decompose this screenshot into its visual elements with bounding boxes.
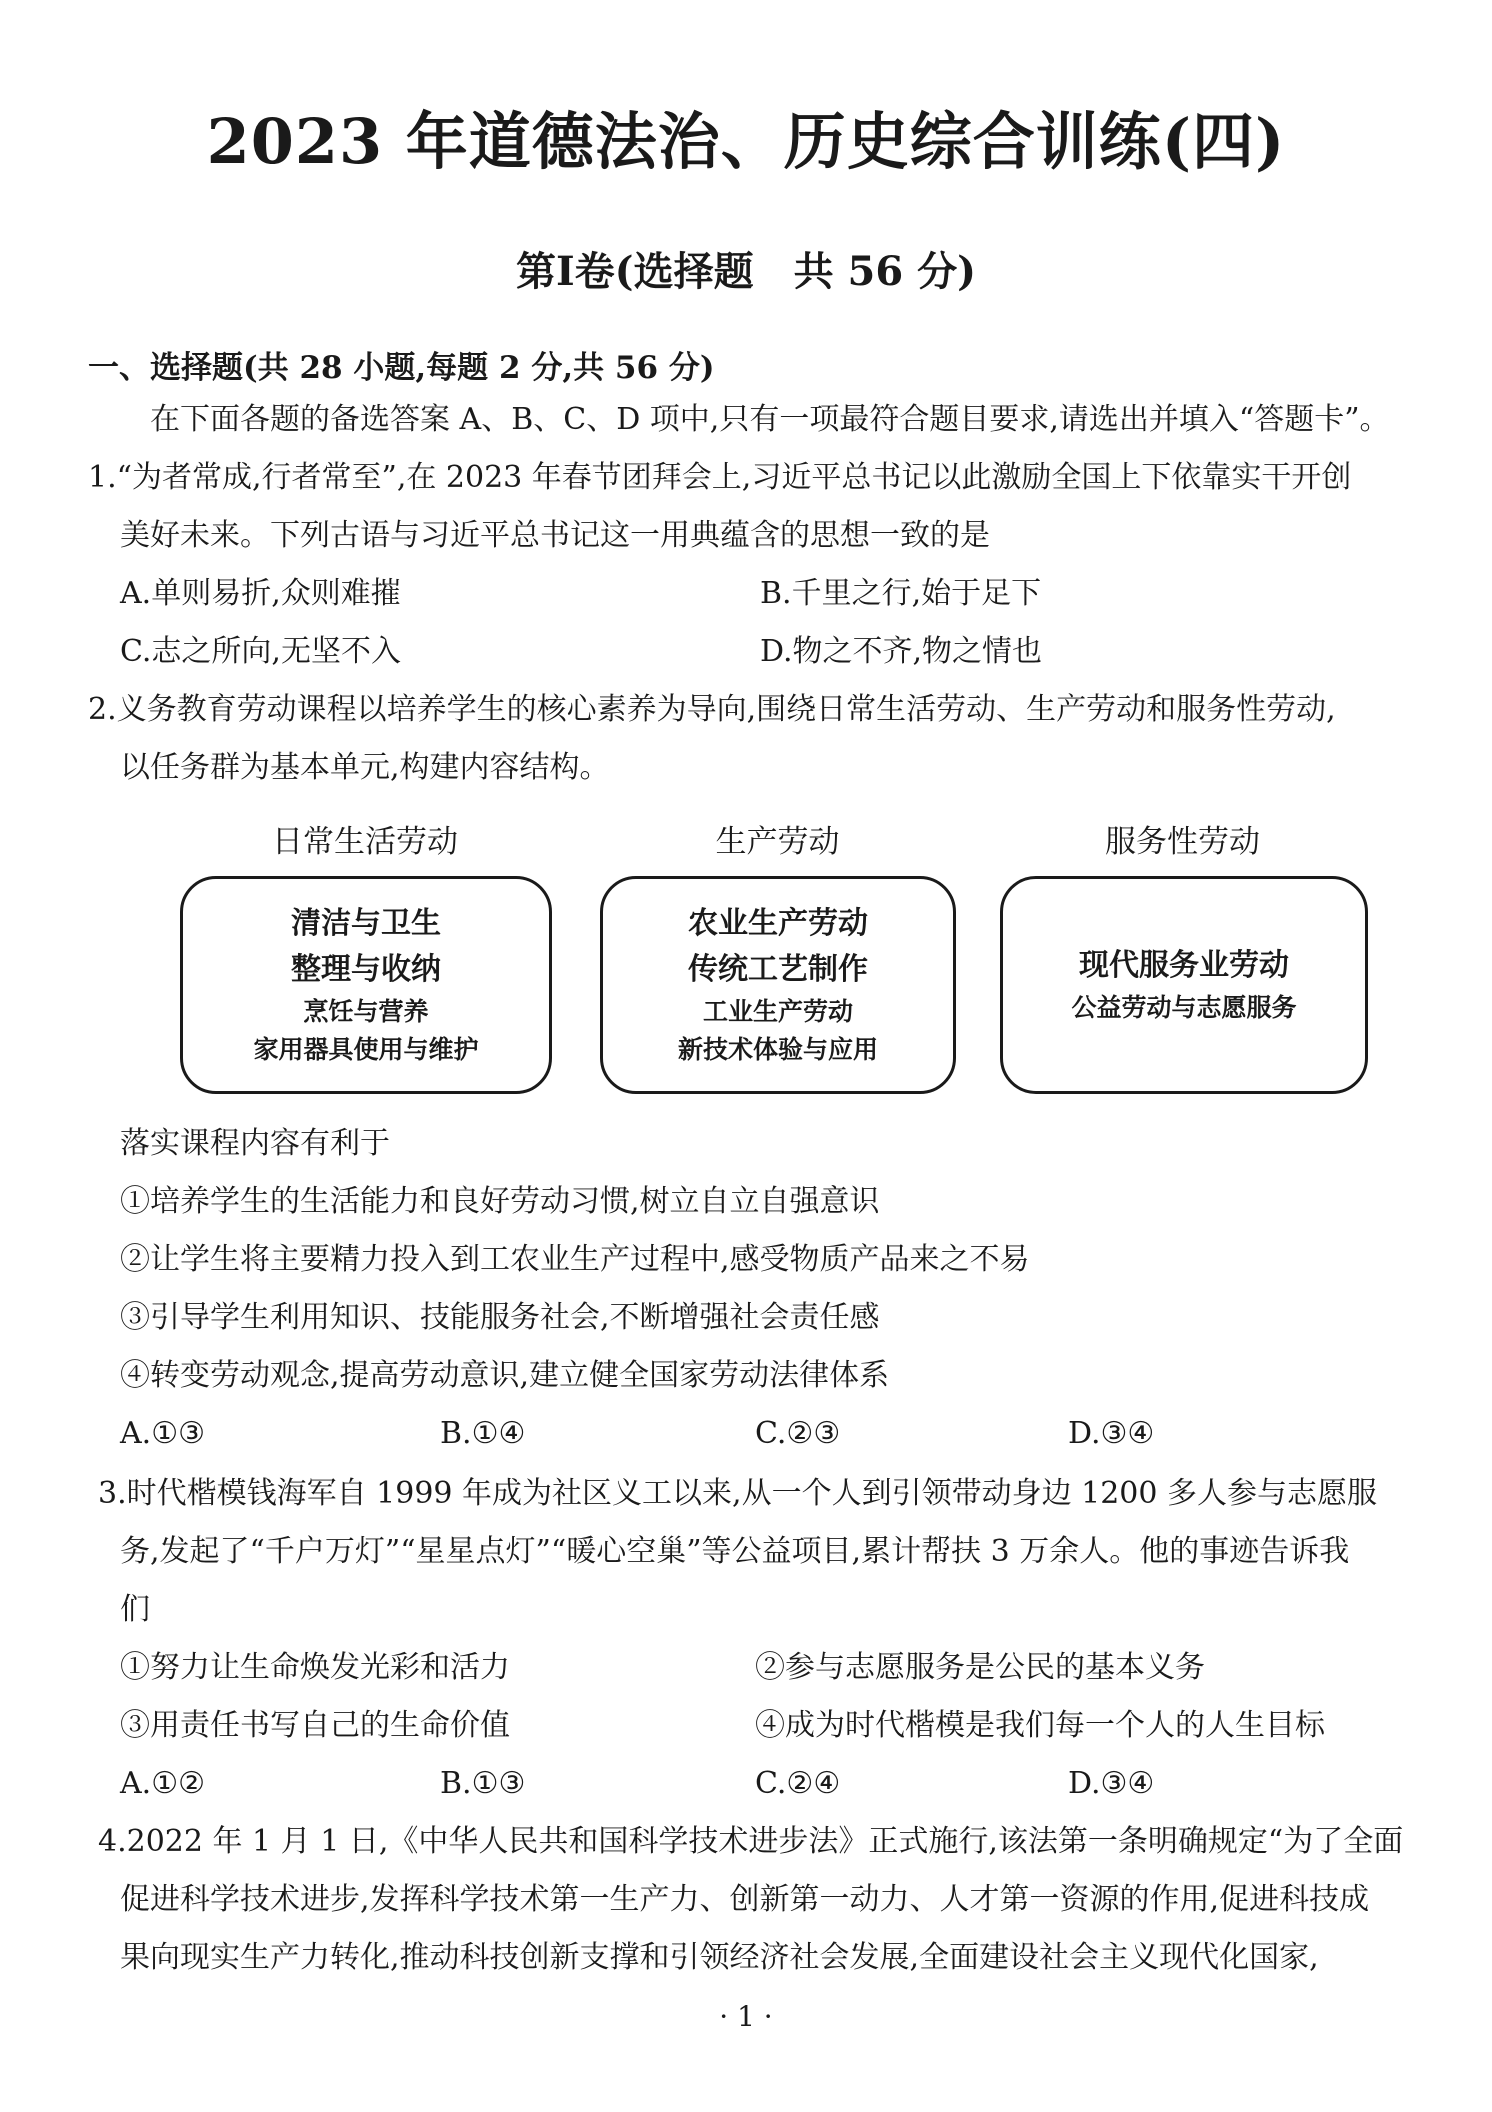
- category-service-labor: 服务性劳动: [1105, 824, 1260, 860]
- q1-stem-line-2: 美好未来。下列古语与习近平总书记这一用典蕴含的思想一致的是: [120, 518, 990, 553]
- q2-statement-2: ②让学生将主要精力投入到工农业生产过程中,感受物质产品来之不易: [120, 1242, 1030, 1277]
- q1-option-c: C.志之所向,无坚不入: [120, 634, 401, 669]
- production-task-3: 工业生产劳动: [702, 997, 853, 1026]
- q1-option-d: D.物之不齐,物之情也: [760, 634, 1043, 669]
- q3-statement-2: ②参与志愿服务是公民的基本义务: [755, 1650, 1205, 1685]
- q3-option-d: D.③④: [1068, 1766, 1155, 1801]
- production-task-4: 新技术体验与应用: [677, 1035, 878, 1064]
- q2-option-c: C.②③: [755, 1416, 841, 1451]
- service-task-2: 公益劳动与志愿服务: [1071, 993, 1297, 1022]
- daily-task-3: 烹饪与营养: [303, 997, 429, 1026]
- q3-statement-3: ③用责任书写自己的生命价值: [120, 1708, 510, 1743]
- page-number: · 1 ·: [719, 2000, 773, 2033]
- production-labor-box: [600, 876, 956, 1094]
- q3-stem-line-1: 3.时代楷模钱海军自 1999 年成为社区义工以来,从一个人到引领带动身边 1200 多人参与志愿服: [98, 1476, 1377, 1511]
- daily-labor-box: [180, 876, 552, 1094]
- q4-stem-line-3: 果向现实生产力转化,推动科技创新支撑和引领经济社会发展,全面建设社会主义现代化国家,: [120, 1940, 1319, 1975]
- q3-stem-line-3: 们: [120, 1592, 150, 1627]
- q2-lead: 落实课程内容有利于: [120, 1126, 390, 1161]
- q3-option-a: A.①②: [120, 1766, 205, 1801]
- daily-task-2: 整理与收纳: [291, 952, 441, 987]
- q2-option-b: B.①④: [440, 1416, 526, 1451]
- section-instruction: 在下面各题的备选答案 A、B、C、D 项中,只有一项最符合题目要求,请选出并填入“答题卡”。: [150, 402, 1390, 437]
- q3-stem-line-2: 务,发起了“千户万灯”“星星点灯”“暖心空巢”等公益项目,累计帮扶 3 万余人。他的事迹告诉我: [120, 1534, 1350, 1569]
- daily-task-4: 家用器具使用与维护: [253, 1035, 479, 1064]
- production-task-2: 传统工艺制作: [688, 952, 868, 987]
- q4-stem-line-1: 4.2022 年 1 月 1 日,《中华人民共和国科学技术进步法》正式施行,该法第一条明确规定“为了全面: [98, 1824, 1404, 1859]
- q2-stem-line-1: 2.义务教育劳动课程以培养学生的核心素养为导向,围绕日常生活劳动、生产劳动和服务性劳动,: [88, 692, 1336, 727]
- q2-statement-4: ④转变劳动观念,提高劳动意识,建立健全国家劳动法律体系: [120, 1358, 890, 1393]
- q3-statement-4: ④成为时代楷模是我们每一个人的人生目标: [755, 1708, 1325, 1743]
- section-heading: 一、选择题(共 28 小题,每题 2 分,共 56 分): [88, 350, 715, 386]
- service-labor-box: [1000, 876, 1368, 1094]
- q2-statement-3: ③引导学生利用知识、技能服务社会,不断增强社会责任感: [120, 1300, 880, 1335]
- q2-option-d: D.③④: [1068, 1416, 1155, 1451]
- q3-option-c: C.②④: [755, 1766, 841, 1801]
- q3-option-b: B.①③: [440, 1766, 526, 1801]
- category-daily-labor: 日常生活劳动: [272, 824, 458, 860]
- q1-stem-line-1: 1.“为者常成,行者常至”,在 2023 年春节团拜会上,习近平总书记以此激励全国上下依靠实干开创: [88, 460, 1352, 495]
- category-production-labor: 生产劳动: [715, 824, 840, 860]
- page-title: 2023 年道德法治、历史综合训练(四): [206, 105, 1286, 178]
- q1-option-b: B.千里之行,始于足下: [760, 576, 1042, 611]
- daily-task-1: 清洁与卫生: [291, 906, 441, 941]
- part-subtitle: 第Ⅰ卷(选择题 共 56 分): [515, 248, 977, 295]
- q2-option-a: A.①③: [120, 1416, 205, 1451]
- service-task-1: 现代服务业劳动: [1079, 948, 1289, 983]
- q3-statement-1: ①努力让生命焕发光彩和活力: [120, 1650, 510, 1685]
- production-task-1: 农业生产劳动: [688, 906, 868, 941]
- q4-stem-line-2: 促进科学技术进步,发挥科学技术第一生产力、创新第一动力、人才第一资源的作用,促进科技成: [120, 1882, 1370, 1917]
- q2-statement-1: ①培养学生的生活能力和良好劳动习惯,树立自立自强意识: [120, 1184, 880, 1219]
- q2-stem-line-2: 以任务群为基本单元,构建内容结构。: [120, 750, 610, 785]
- q1-option-a: A.单则易折,众则难摧: [120, 576, 401, 611]
